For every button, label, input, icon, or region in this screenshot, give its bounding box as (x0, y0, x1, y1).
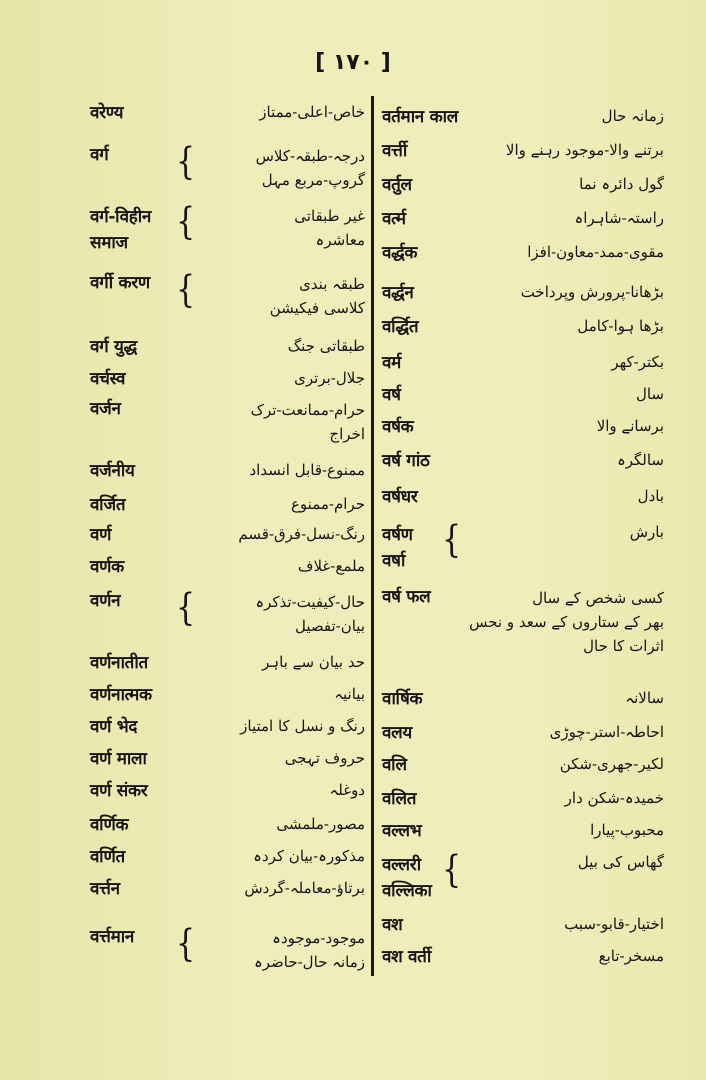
headword (382, 586, 430, 608)
headword-text: वर्णिक (90, 815, 129, 835)
headword-text: वर्ष (382, 385, 401, 405)
headword (382, 140, 407, 162)
gloss-line: گروپ-مربع مہل (261, 171, 365, 189)
headword-text: समाज (90, 233, 128, 253)
headword (382, 722, 412, 744)
gloss-line: بکتر-کھر (611, 353, 664, 371)
headword-text: वल्लभ (382, 821, 422, 841)
urdu-gloss (506, 140, 664, 160)
headword (382, 522, 413, 574)
gloss-line: ملمع-غلاف (297, 557, 365, 575)
headword (382, 946, 431, 968)
gloss-line: بڑھانا-پرورش وپرداخت (520, 283, 664, 301)
headword-text: वर्ण संकर (90, 781, 148, 801)
headword (90, 336, 137, 358)
headword (90, 590, 120, 612)
urdu-gloss (334, 684, 365, 704)
headword (382, 208, 406, 230)
urdu-gloss (294, 368, 365, 388)
gloss-line: کلاسی فیکیشن (269, 299, 365, 317)
urdu-gloss (550, 722, 664, 742)
brace-icon: { (176, 268, 196, 312)
headword (90, 494, 125, 516)
headword-text: वर्णित (90, 847, 125, 867)
headword (90, 684, 152, 706)
headword (382, 416, 413, 438)
gloss-line: بیان-تفصیل (294, 617, 365, 635)
headword-text: वर्ग (90, 145, 109, 165)
gloss-line: زمانہ حال-حاضرہ (253, 953, 365, 971)
gloss-line: درجہ-طبقہ-کلاس (255, 147, 365, 165)
headword-text: वल्लरी (382, 855, 421, 875)
headword-text: वर्तमान काल (382, 107, 458, 127)
gloss-line: رنگ و نسل کا امتیاز (240, 717, 365, 735)
headword-text: वर्ष फल (382, 587, 431, 607)
headword-text: वर्णनातीत (90, 653, 148, 673)
headword (90, 144, 108, 166)
gloss-line: خمیدہ-شکن دار (564, 789, 664, 807)
headword-text: वर्ग-विहीन (90, 207, 151, 227)
headword-text: वर्द्धक (382, 243, 418, 263)
urdu-gloss (256, 144, 365, 192)
gloss-line: راستہ-شاہراہ (574, 209, 664, 227)
urdu-gloss (251, 398, 365, 446)
gloss-line: برتاؤ-معاملہ-گردش (244, 879, 365, 897)
gloss-line: معاشرہ (315, 231, 365, 249)
gloss-line: خاص-اعلی-ممتاز (259, 103, 365, 121)
gloss-line: برسانے والا (596, 417, 664, 435)
gloss-line: سالگرہ (616, 451, 664, 469)
gloss-line: بیانیہ (334, 685, 365, 703)
headword-text: वर्जित (90, 495, 126, 515)
urdu-gloss (564, 914, 664, 934)
urdu-gloss (255, 590, 365, 638)
gloss-line: طبقاتی جنگ (287, 337, 365, 355)
headword-text: वर्ण भेद (90, 717, 138, 737)
gloss-line: بھر کے ستاروں کے سعد و نحس (469, 613, 664, 631)
headword-text: वर्ण (90, 525, 112, 545)
urdu-gloss (240, 716, 365, 736)
gloss-line: اثرات کا حال (583, 637, 664, 655)
headword-text: वर्णक (90, 557, 124, 577)
gloss-line: مقوی-ممد-معاون-افزا (527, 243, 664, 261)
gloss-line: مذکورہ-بیان کردہ (253, 847, 365, 865)
urdu-gloss (294, 204, 365, 252)
urdu-gloss (574, 208, 664, 228)
headword-text: वर्तुल (382, 175, 412, 195)
headword (90, 716, 137, 738)
urdu-gloss (262, 652, 365, 672)
headword (382, 914, 402, 936)
headword-text: वर्त्तमान (90, 927, 135, 947)
headword-text: वलित (382, 789, 417, 809)
urdu-gloss (250, 460, 366, 480)
urdu-gloss (253, 846, 365, 866)
urdu-gloss (288, 336, 365, 356)
headword-text: वर्ग युद्ध (90, 337, 137, 357)
headword (382, 316, 418, 338)
urdu-gloss (638, 486, 664, 506)
gloss-line: اخراج (329, 425, 365, 443)
headword-text: वर्षण (382, 525, 413, 545)
headword-text: वश (382, 915, 403, 935)
headword-text: वर्णन (90, 591, 121, 611)
urdu-gloss (599, 946, 664, 966)
gloss-line: اختیار-قابو-سبب (564, 915, 664, 933)
gloss-line: برتنے والا-موجود رہنے والا (505, 141, 664, 159)
urdu-gloss (602, 106, 664, 126)
gloss-line: مصور-ملمشی (276, 815, 365, 833)
brace-icon: { (442, 848, 462, 892)
headword-text: वलय (382, 723, 412, 743)
gloss-line: حد بیان سے باہر (262, 653, 365, 671)
headword-text: वलि (382, 755, 407, 775)
gloss-line: غیر طبقاتی (294, 207, 365, 225)
gloss-line: حروف تہجی (284, 749, 365, 767)
headword-text: वर्जन (90, 399, 121, 419)
headword-text: वर्द्धित (382, 317, 419, 337)
headword-text: वल्लिका (382, 881, 432, 901)
urdu-gloss (560, 754, 664, 774)
urdu-gloss (578, 852, 664, 872)
column-divider (371, 96, 374, 976)
headword-text: वर्गी करण (90, 273, 150, 293)
headword (90, 460, 135, 482)
gloss-line: احاطہ-استر-چوڑی (549, 723, 664, 741)
headword-text: वर्जनीय (90, 461, 135, 481)
headword-text: वर्ष गांठ (382, 451, 430, 471)
headword (382, 106, 458, 128)
headword (90, 204, 151, 256)
urdu-gloss (527, 242, 664, 262)
gloss-line: بڑھا ہوا-کامل (577, 317, 664, 335)
headword-text: वर्षधर (382, 487, 418, 507)
headword-text: वर्णनात्मक (90, 685, 152, 705)
brace-icon: { (176, 922, 196, 966)
headword-text: वश वर्ती (382, 947, 431, 967)
headword (90, 398, 121, 420)
headword (382, 282, 414, 304)
page-number: [ ١٧٠ ] (315, 50, 391, 75)
headword (90, 368, 125, 390)
urdu-gloss (329, 780, 365, 800)
headword (90, 652, 148, 674)
headword (382, 788, 416, 810)
gloss-line: زمانہ حال (601, 107, 664, 125)
urdu-gloss (276, 814, 365, 834)
urdu-gloss (577, 316, 664, 336)
gloss-line: سالانہ (625, 689, 664, 707)
brace-icon: { (442, 518, 462, 562)
gloss-line: موجود-موجودہ (272, 929, 365, 947)
brace-icon: { (176, 200, 196, 244)
urdu-gloss (636, 384, 664, 404)
headword (382, 174, 412, 196)
urdu-gloss (254, 926, 365, 974)
gloss-line: حال-کیفیت-تذکرہ (255, 593, 365, 611)
headword (382, 352, 401, 374)
headword (382, 450, 430, 472)
headword (382, 820, 421, 842)
headword (90, 272, 150, 294)
gloss-line: بارش (629, 523, 664, 541)
urdu-gloss (469, 586, 664, 658)
urdu-gloss (270, 272, 365, 320)
urdu-gloss (617, 450, 664, 470)
headword (90, 102, 123, 124)
headword (382, 384, 401, 406)
gloss-line: ممنوع-قابل انسداد (249, 461, 365, 479)
urdu-gloss (298, 556, 365, 576)
headword (90, 814, 128, 836)
urdu-gloss (625, 688, 664, 708)
urdu-gloss (579, 174, 664, 194)
headword (90, 780, 147, 802)
gloss-line: گول دائرہ نما (579, 175, 664, 193)
headword-text: वर्त्ती (382, 141, 408, 161)
gloss-line: گھاس کی بیل (577, 853, 664, 871)
urdu-gloss (611, 352, 664, 372)
headword (90, 846, 125, 868)
headword-text: वर्त्म (382, 209, 406, 229)
gloss-line: مسخر-تابع (598, 947, 664, 965)
urdu-gloss (597, 416, 664, 436)
headword-text: वर्म (382, 353, 402, 373)
headword (90, 878, 120, 900)
gloss-line: بادل (637, 487, 664, 505)
headword (382, 688, 422, 710)
headword-text: वर्षा (382, 551, 406, 571)
headword (90, 926, 134, 948)
urdu-gloss (590, 820, 664, 840)
urdu-gloss (285, 748, 365, 768)
gloss-line: طبقہ بندی (299, 275, 365, 293)
brace-icon: { (176, 140, 196, 184)
gloss-line: دوغلہ (329, 781, 365, 799)
urdu-gloss (259, 102, 365, 122)
headword-text: वरेण्य (90, 103, 124, 123)
headword-text: वर्ण माला (90, 749, 147, 769)
urdu-gloss (565, 788, 664, 808)
headword-text: वर्द्धन (382, 283, 414, 303)
headword-text: वर्चस्व (90, 369, 126, 389)
urdu-gloss (244, 878, 365, 898)
gloss-line: سال (635, 385, 664, 403)
urdu-gloss (521, 282, 664, 302)
headword-text: वार्षिक (382, 689, 423, 709)
urdu-gloss (291, 494, 365, 514)
gloss-line: حرام-ممانعت-ترک (250, 401, 365, 419)
gloss-line: جلال-برتری (294, 369, 365, 387)
headword (90, 524, 111, 546)
gloss-line: محبوب-پیارا (590, 821, 664, 839)
gloss-line: کسی شخص کے سال (532, 589, 664, 607)
headword-text: वर्षक (382, 417, 414, 437)
headword (382, 852, 432, 904)
urdu-gloss (238, 524, 365, 544)
gloss-line: لکیر-جھری-شکن (559, 755, 664, 773)
headword-text: वर्त्तन (90, 879, 120, 899)
headword (90, 748, 147, 770)
brace-icon: { (176, 586, 196, 630)
headword (382, 242, 417, 264)
headword (382, 754, 407, 776)
urdu-gloss (630, 522, 664, 542)
gloss-line: رنگ-نسل-فرق-قسم (238, 525, 365, 543)
headword (90, 556, 124, 578)
gloss-line: حرام-ممنوع (290, 495, 365, 513)
headword (382, 486, 418, 508)
